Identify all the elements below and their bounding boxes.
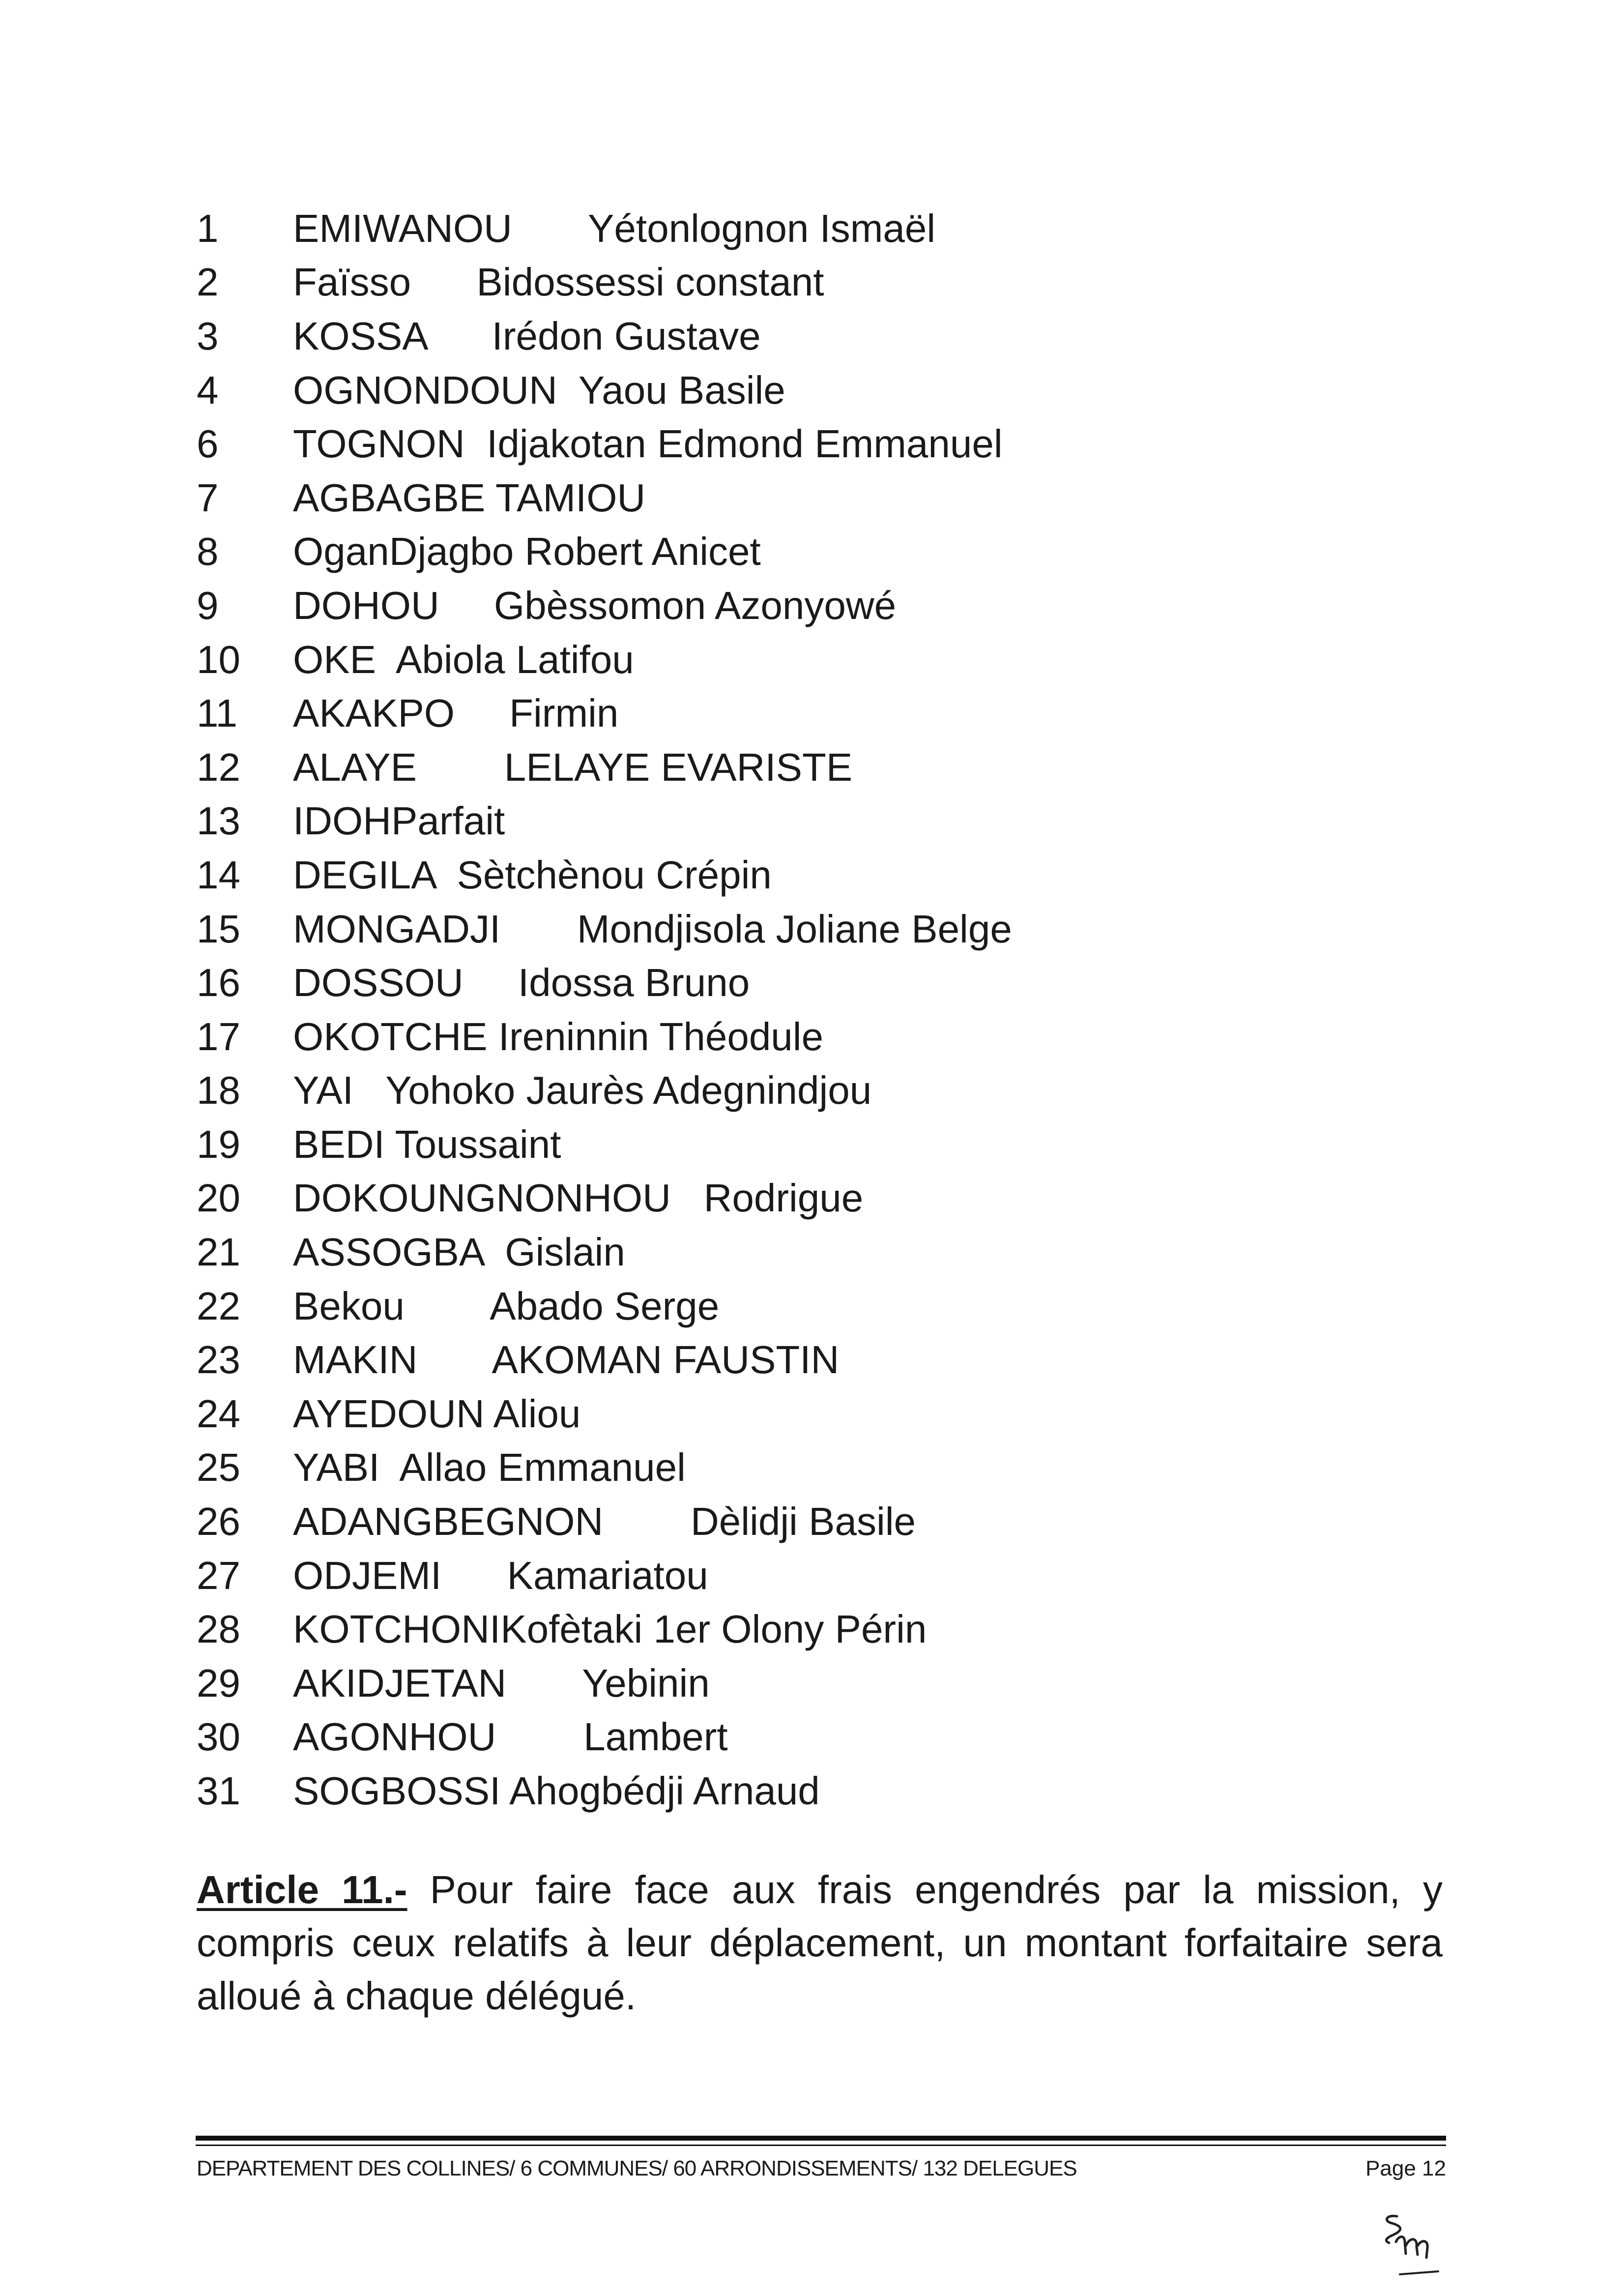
delegate-number: 12 xyxy=(197,745,240,789)
article-text: Pour faire face aux frais engendrés par la mission, y compris ceux relatifs à leur déplacement, un montant forfaitaire sera alloué à chaque délégué. xyxy=(197,1868,1443,2018)
delegate-number: 20 xyxy=(197,1176,240,1220)
delegate-name: OKE Abiola Latifou xyxy=(293,637,634,681)
delegate-name: MAKIN AKOMAN FAUSTIN xyxy=(293,1338,840,1382)
delegate-name: DOSSOU Idossa Bruno xyxy=(293,961,750,1005)
delegate-number: 27 xyxy=(197,1553,240,1597)
delegate-row xyxy=(197,1064,1475,1118)
delegate-number: 14 xyxy=(197,853,240,897)
delegate-number: 9 xyxy=(197,583,219,627)
delegate-name: OGNONDOUN Yaou Basile xyxy=(293,368,785,412)
delegate-number: 22 xyxy=(197,1284,240,1328)
delegate-name: ADANGBEGNON Dèlidji Basile xyxy=(293,1500,916,1544)
delegate-number: 13 xyxy=(197,799,240,843)
delegate-name: IDOHParfait xyxy=(293,799,505,843)
delegate-name: OKOTCHE Ireninnin Théodule xyxy=(293,1014,824,1059)
delegate-row xyxy=(197,1010,1475,1064)
delegate-number: 7 xyxy=(197,475,219,520)
footer-rule xyxy=(196,2136,1446,2141)
delegate-number: 19 xyxy=(197,1122,240,1166)
delegate-name: KOSSA Irédon Gustave xyxy=(293,314,761,358)
delegate-number: 4 xyxy=(197,368,219,412)
delegate-number: 23 xyxy=(197,1338,240,1382)
delegate-row xyxy=(197,202,1475,256)
delegate-name: AGONHOU Lambert xyxy=(293,1715,728,1759)
delegate-row xyxy=(197,1656,1475,1710)
delegate-name: Faïsso Bidossessi constant xyxy=(293,260,824,304)
delegate-name: MONGADJI Mondjisola Joliane Belge xyxy=(293,907,1012,951)
delegate-number: 2 xyxy=(197,260,219,304)
delegate-number: 26 xyxy=(197,1500,240,1544)
delegate-name: TOGNON Idjakotan Edmond Emmanuel xyxy=(293,422,1003,466)
delegate-name: ODJEMI Kamariatou xyxy=(293,1553,708,1597)
delegate-row xyxy=(197,1495,1475,1549)
delegate-row xyxy=(197,309,1475,363)
delegate-name: DEGILA Sètchènou Crépin xyxy=(293,853,772,897)
delegate-row xyxy=(197,1225,1475,1279)
delegate-number: 10 xyxy=(197,637,240,681)
delegate-name: Bekou Abado Serge xyxy=(293,1284,720,1328)
delegate-row xyxy=(197,848,1475,902)
delegate-row xyxy=(197,1279,1475,1333)
delegate-name: DOHOU Gbèssomon Azonyowé xyxy=(293,583,897,627)
delegate-row xyxy=(197,956,1475,1010)
delegate-number: 17 xyxy=(197,1014,240,1059)
delegate-number: 21 xyxy=(197,1230,240,1274)
delegate-number: 18 xyxy=(197,1068,240,1113)
delegate-row xyxy=(197,1441,1475,1495)
footer-text: DEPARTEMENT DES COLLINES/ 6 COMMUNES/ 60 ARRONDISSEMENTS/ 132 DELEGUES xyxy=(197,2156,1077,2180)
delegate-name: DOKOUNGNONHOU Rodrigue xyxy=(293,1176,864,1220)
delegate-number: 30 xyxy=(197,1715,240,1759)
delegate-name: ASSOGBA Gislain xyxy=(293,1230,625,1274)
delegate-number: 3 xyxy=(197,314,219,358)
delegate-row xyxy=(197,256,1475,310)
delegate-row xyxy=(197,1387,1475,1441)
delegate-row xyxy=(197,740,1475,794)
delegate-number: 16 xyxy=(197,961,240,1005)
footer-rule-thin xyxy=(196,2145,1446,2146)
delegate-number: 11 xyxy=(197,691,238,735)
delegate-row xyxy=(197,1764,1475,1818)
delegate-row xyxy=(197,1118,1475,1172)
delegate-name: KOTCHONIKofètaki 1er Olony Périn xyxy=(293,1607,927,1651)
delegate-number: 28 xyxy=(197,1607,240,1651)
delegate-name: BEDI Toussaint xyxy=(293,1122,561,1166)
delegate-row xyxy=(197,1602,1475,1656)
delegate-row xyxy=(197,633,1475,687)
delegate-name: ALAYE LELAYE EVARISTE xyxy=(293,745,853,789)
delegate-number: 15 xyxy=(197,907,240,951)
delegate-row xyxy=(197,1549,1475,1603)
delegate-row xyxy=(197,794,1475,849)
delegate-row xyxy=(197,363,1475,417)
delegate-name: AGBAGBE TAMIOU xyxy=(293,475,646,520)
delegate-row xyxy=(197,417,1475,471)
delegate-name: YABI Allao Emmanuel xyxy=(293,1445,686,1490)
page-number: Page 12 xyxy=(1365,2156,1446,2180)
delegate-name: SOGBOSSI Ahogbédji Arnaud xyxy=(293,1769,820,1813)
delegate-name: EMIWANOU Yétonlognon Ismaël xyxy=(293,206,936,250)
delegate-number: 24 xyxy=(197,1391,240,1436)
delegate-row xyxy=(197,579,1475,633)
delegate-row xyxy=(197,471,1475,525)
delegate-row xyxy=(197,686,1475,740)
delegate-number: 31 xyxy=(197,1769,240,1813)
delegate-number: 1 xyxy=(197,206,219,250)
delegate-number: 29 xyxy=(197,1661,240,1705)
delegate-number: 8 xyxy=(197,529,219,574)
delegate-number: 6 xyxy=(197,422,219,466)
article-11 xyxy=(197,1863,1443,2023)
handwritten-initials xyxy=(1366,2206,1455,2280)
delegate-list xyxy=(197,202,1475,1818)
delegate-row xyxy=(197,1172,1475,1226)
delegate-name: AKAKPO Firmin xyxy=(293,691,619,735)
delegate-row xyxy=(197,525,1475,579)
delegate-row xyxy=(197,1710,1475,1765)
delegate-number: 25 xyxy=(197,1445,240,1490)
delegate-name: AYEDOUN Aliou xyxy=(293,1391,581,1436)
delegate-name: OganDjagbo Robert Anicet xyxy=(293,529,761,574)
delegate-row xyxy=(197,1333,1475,1387)
delegate-row xyxy=(197,902,1475,956)
article-label: Article 11.- xyxy=(197,1868,407,1912)
delegate-name: AKIDJETAN Yebinin xyxy=(293,1661,710,1705)
delegate-name: YAI Yohoko Jaurès Adegnindjou xyxy=(293,1068,872,1113)
